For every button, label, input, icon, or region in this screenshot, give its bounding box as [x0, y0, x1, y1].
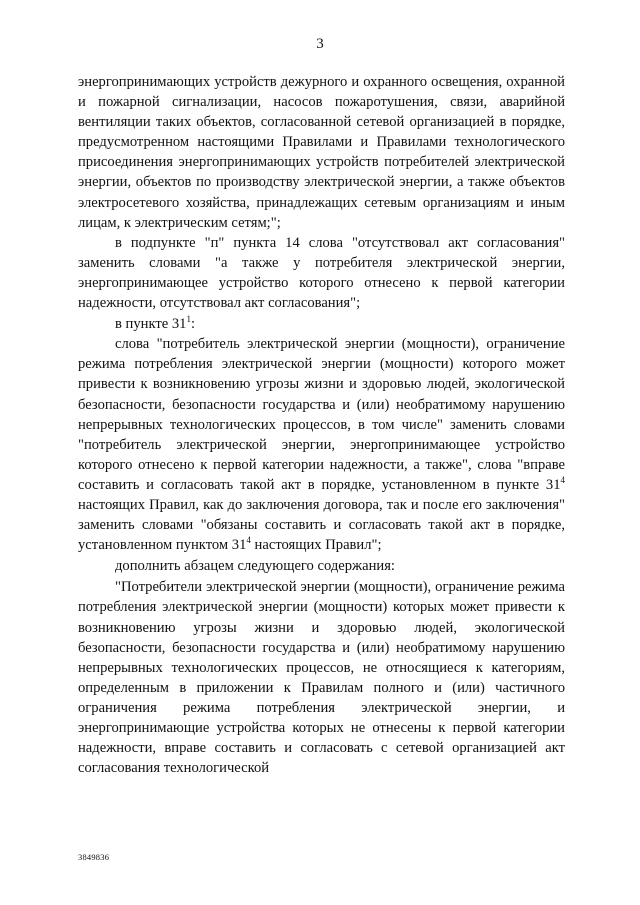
paragraph-3-text: в пункте 31: [115, 316, 187, 333]
paragraph-2: в подпункте "п" пункта 14 слова "отсутствовал акт согласования" заменить словами "а также у потребителя электрической энергии, энергопринимающее устройство которого отнесено к первой категории надежности, отсутствовал акт согласования";: [78, 234, 565, 312]
paragraph-4-part-b: настоящих Правил, как до заключения договора, так и после его заключения" заменить словами "обязаны составить и согласовать такой акт в порядке, установленном пунктом 31: [78, 496, 565, 554]
paragraph-3: [78, 314, 565, 334]
paragraph-4-part-c: настоящих Правил";: [250, 537, 382, 554]
page-number: 3: [316, 36, 324, 52]
document-body: [78, 72, 565, 778]
paragraph-4-part-a: слова "потребитель электрической энергии (мощности), ограничение режима потребления электрической энергии (мощности) которого может привести к возникновению угрозы жизни и здоровью людей, экологической безопасности, безопасности государства и (или) необратимому нарушению непрерывных технологических процессов, в том числе" заменить словами "потребитель электрической энергии, энергопринимающее устройство которого отнесено к первой категории надежности, а также", слова "вправе составить и согласовать такой акт в порядке, установленном в пункте 31: [78, 336, 565, 493]
paragraph-1: энергопринимающих устройств дежурного и охранного освещения, охранной и пожарной сигнализации, насосов пожаротушения, связи, аварийной вентиляции таких объектов, согласованной сетевой организацией в порядке, предусмотренном настоящими Правилами и Правилами технологического присоединения энергопринимающих устройств потребителей электрической энергии, объектов по производству электрической энергии, а также объектов электросетевого хозяйства, принадлежащих сетевым организациям и иным лицам, к электрическим сетям;";: [78, 74, 565, 231]
document-id: 3849836: [78, 852, 110, 862]
paragraph-5: дополнить абзацем следующего содержания:: [115, 558, 395, 575]
paragraph-6: "Потребители электрической энергии (мощности), ограничение режима потребления электрической энергии (мощности) которых может привести к возникновению угрозы жизни и здоровью людей, экологической безопасности, безопасности государства и (или) необратимому нарушению непрерывных технологических процессов, не относящиеся к категориям, определенным в приложении к Правилам полного и (или) частичного ограничения режима потребления электрической энергии, и энергопринимающие устройства которых не отнесены к первой категории надежности, вправе составить и согласовать с сетевой организацией акт согласования технологической: [78, 579, 565, 777]
paragraph-4-superscript-1: 4: [560, 474, 565, 485]
paragraph-3-superscript: 1: [186, 314, 191, 325]
paragraph-4: [78, 334, 565, 555]
paragraph-3-tail: :: [190, 316, 196, 333]
paragraph-4-superscript-2: 4: [246, 535, 251, 546]
